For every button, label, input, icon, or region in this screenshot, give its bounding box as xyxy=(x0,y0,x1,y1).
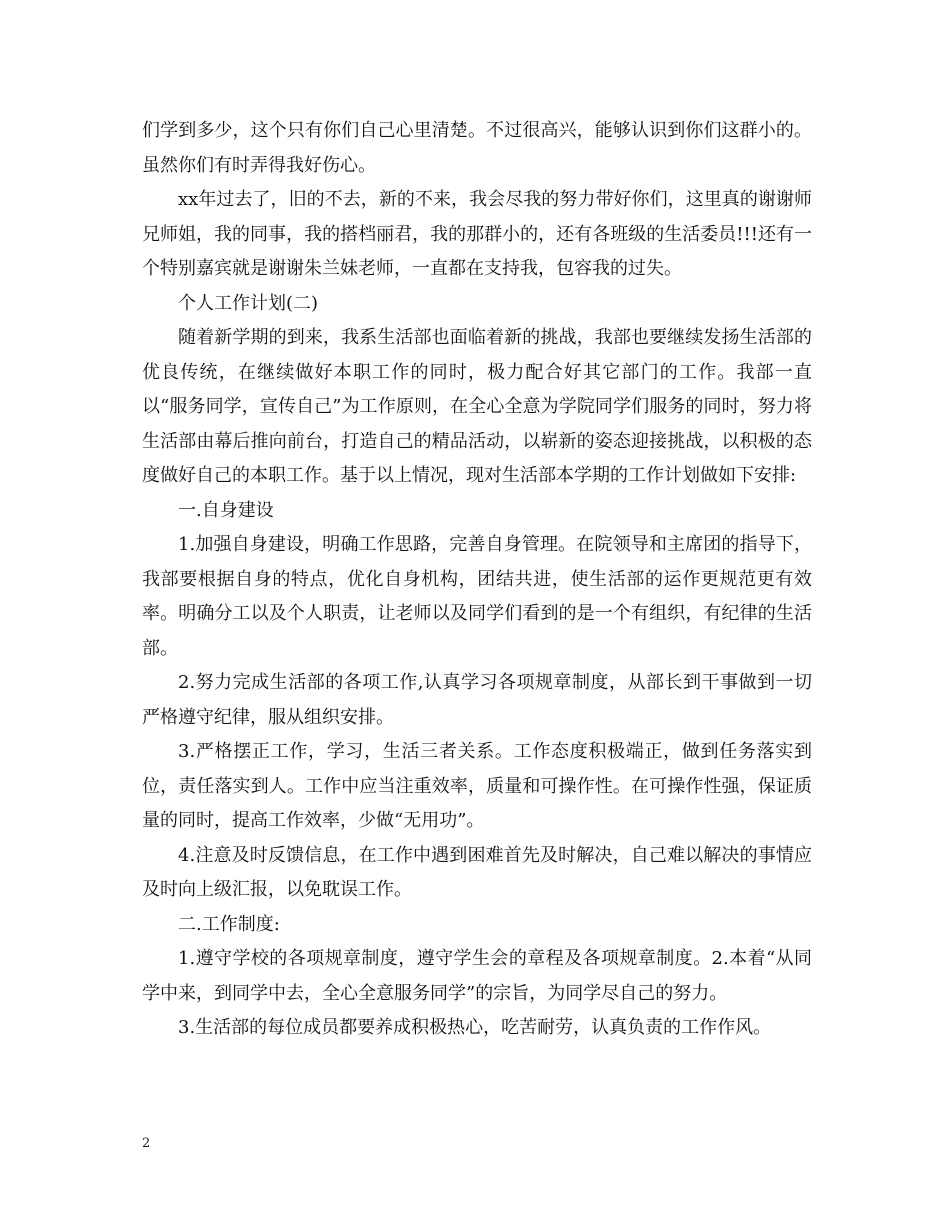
list-item-4: 4.注意及时反馈信息，在工作中遇到困难首先及时解决，自己难以解决的事情应及时向上级汇报，以免耽误工作。 xyxy=(142,844,812,900)
document-body xyxy=(142,114,812,1046)
heading-work-system: 二.工作制度: xyxy=(178,913,280,935)
page-number: 2 xyxy=(142,1136,151,1151)
list-item-1: 1.加强自身建设，明确工作思路，完善自身管理。在院领导和主席团的指导下，我部要根据自身的特点，优化自身机构，团结共进，使生活部的运作更规范更有效率。明确分工以及个人职责，让老师以及同学们看到的是一个有组织，有纪律的生活部。 xyxy=(142,534,812,659)
list-item-2: 2.努力完成生活部的各项工作,认真学习各项规章制度，从部长到干事做到一切严格遵守纪律，服从组织安排。 xyxy=(142,672,812,728)
rule-item-1-2: 1.遵守学校的各项规章制度，遵守学生会的章程及各项规章制度。2.本着“从同学中来，到同学中去，全心全意服务同学”的宗旨，为同学尽自己的努力。 xyxy=(142,948,812,1004)
section-title-plan-two: 个人工作计划(二) xyxy=(178,292,319,314)
paragraph-1: 们学到多少，这个只有你们自己心里清楚。不过很高兴，能够认识到你们这群小的。虽然你们有时弄得我好伤心。 xyxy=(142,120,812,176)
list-item-3: 3.严格摆正工作，学习，生活三者关系。工作态度积极端正，做到任务落实到位，责任落实到人。工作中应当注重效率，质量和可操作性。在可操作性强，保证质量的同时，提高工作效率，少做“无用功”。 xyxy=(142,741,812,831)
paragraph-2: xx年过去了，旧的不去，新的不来，我会尽我的努力带好你们，这里真的谢谢师兄师姐，我的同事，我的搭档丽君，我的那群小的，还有各班级的生活委员!!!还有一个特别嘉宾就是谢谢朱兰妹老师，一直都在支持我，包容我的过失。 xyxy=(142,189,812,279)
rule-item-3: 3.生活部的每位成员都要养成积极热心，吃苦耐劳，认真负责的工作作风。 xyxy=(178,1017,772,1038)
heading-self-construction: 一.自身建设 xyxy=(178,499,274,521)
paragraph-intro: 随着新学期的到来，我系生活部也面临着新的挑战，我部也要继续发扬生活部的优良传统，在继续做好本职工作的同时，极力配合好其它部门的工作。我部一直以“服务同学，宣传自己”为工作原则，在全心全意为学院同学们服务的同时，努力将生活部由幕后推向前台，打造自己的精品活动，以崭新的姿态迎接挑战，以积极的态度做好自己的本职工作。基于以上情况，现对生活部本学期的工作计划做如下安排: xyxy=(142,327,812,486)
